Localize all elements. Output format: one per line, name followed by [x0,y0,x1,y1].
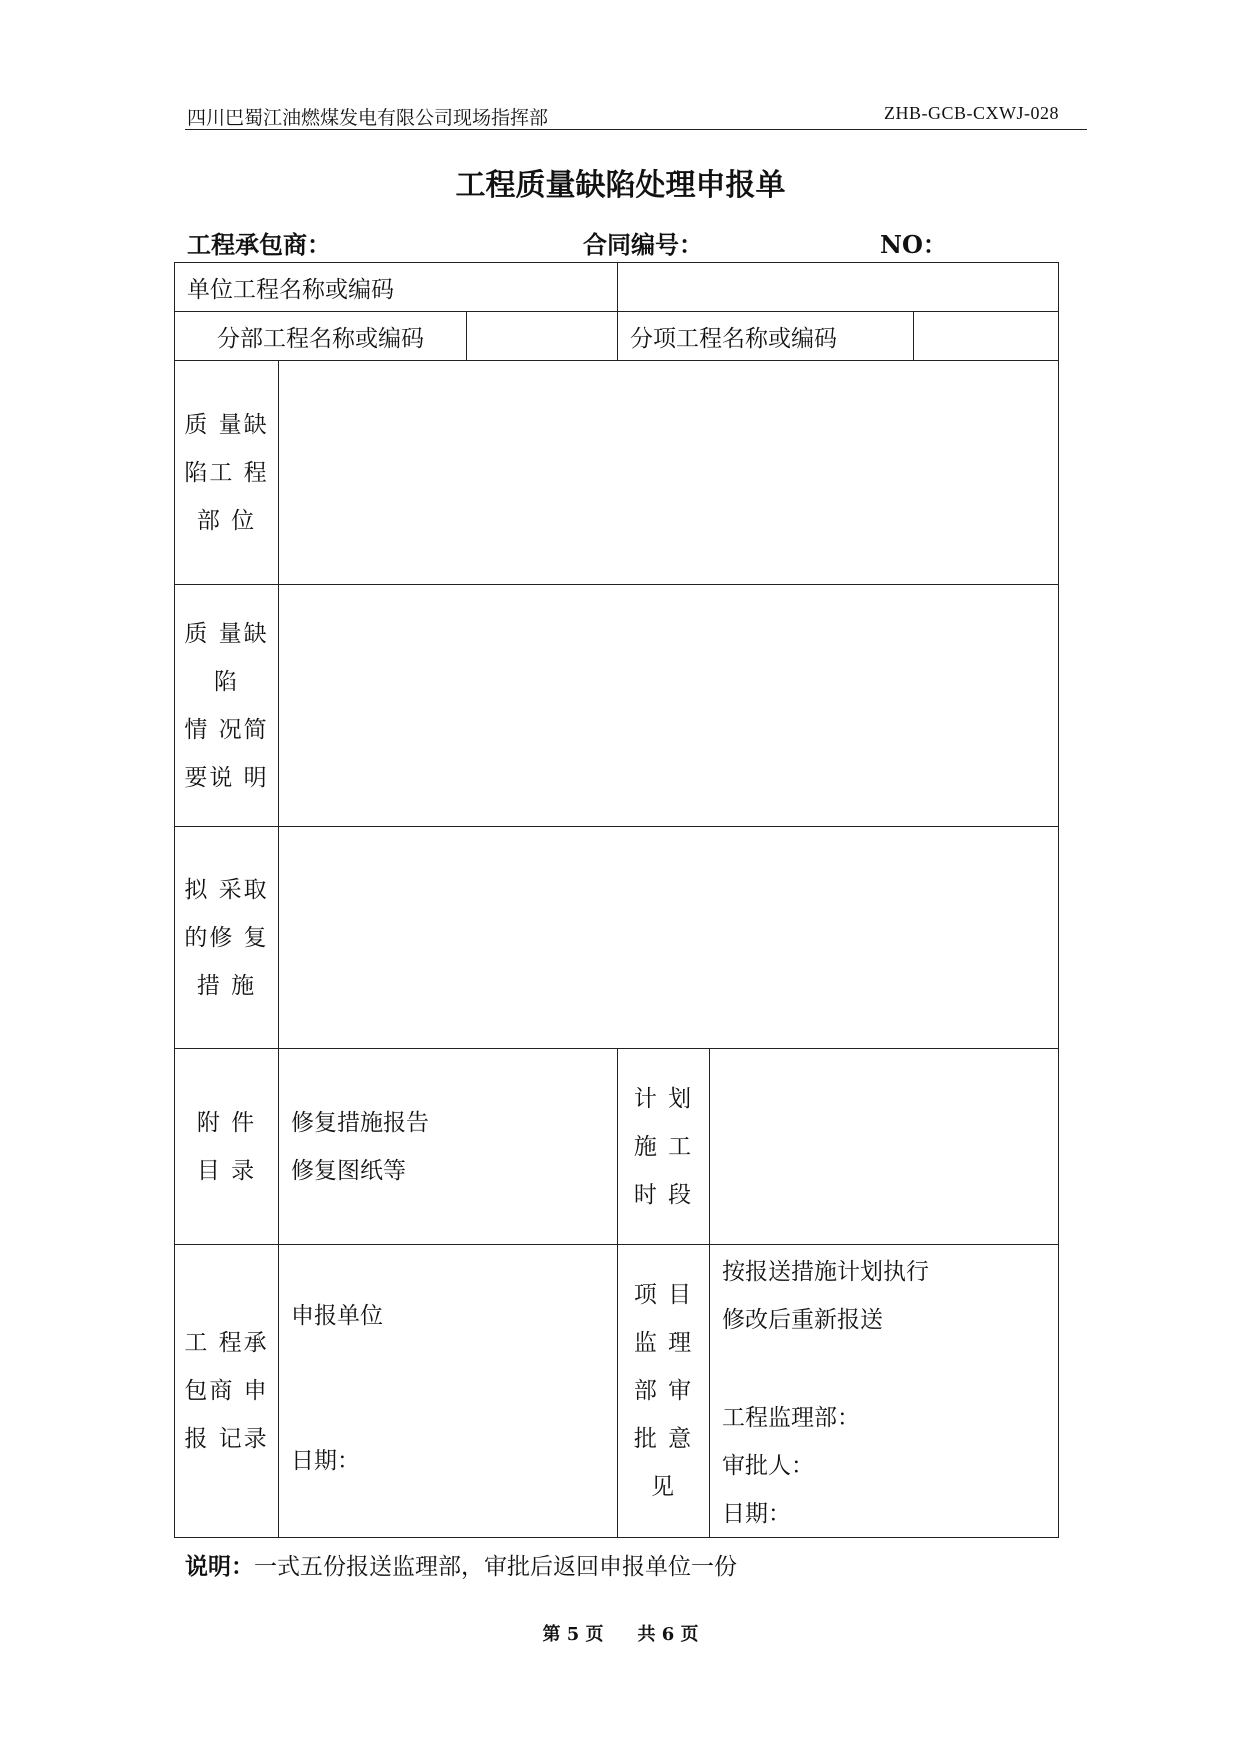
page-total: 共 6 页 [637,1624,699,1645]
contractor-label: 工程承包商： [187,230,331,259]
page-title: 工程质量缺陷处理申报单 [455,168,786,203]
approver-label: 审批人： [722,1453,815,1479]
page-footer [0,1620,1241,1646]
schedule-label: 计 划 施 工 时 段 [618,1049,710,1245]
item-project-label: 分项工程名称或编码 [618,312,914,361]
page-number: 第 5 页 [542,1624,604,1645]
repair-measures-label: 拟 采取 的修 复 措 施 [175,827,279,1049]
supervision-opinion-value[interactable] [710,1245,1059,1538]
header-doc-code: ZHB-GCB-CXWJ-028 [884,103,1059,123]
schedule-value[interactable] [710,1049,1059,1245]
opinion-execute: 按报送措施计划执行 [722,1259,930,1285]
approve-date-label: 日期： [722,1501,792,1527]
note-label: 说明： [185,1553,254,1580]
note [185,1548,737,1581]
sub-project-label: 分部工程名称或编码 [175,312,467,361]
applicant-label: 申报单位 [291,1303,383,1329]
attachments-list [279,1049,618,1245]
contract-no-label: 合同编号： [583,230,703,259]
row-defect-location [175,361,1059,585]
defect-form-table [174,262,1059,1538]
row-unit-project [175,263,1059,312]
row-contractor-record [175,1245,1059,1538]
defect-location-value[interactable] [279,361,1059,585]
attachment-item: 修复措施报告 [291,1109,429,1136]
header-divider [185,129,1087,130]
supervision-dept-label: 工程监理部： [722,1405,861,1431]
contractor-record-label: 工 程承 包商 申 报 记录 [175,1245,279,1538]
unit-project-value[interactable] [618,263,1059,312]
unit-project-label: 单位工程名称或编码 [175,263,618,312]
attachments-label: 附 件 目 录 [175,1049,279,1245]
supervision-opinion-label: 项 目 监 理 部 审 批 意 见 [618,1245,710,1538]
defect-location-label: 质 量缺 陷工 程 部 位 [175,361,279,585]
apply-date-label: 日期： [291,1448,360,1474]
item-project-value[interactable] [914,312,1059,361]
header-org: 四川巴蜀江油燃煤发电有限公司现场指挥部 [187,107,549,129]
row-sub-project [175,312,1059,361]
opinion-resubmit: 修改后重新报送 [722,1307,884,1333]
defect-description-label: 质 量缺 陷 情 况简 要说 明 [175,585,279,827]
row-repair-measures [175,827,1059,1049]
no-label: NO： [880,230,947,259]
row-defect-description [175,585,1059,827]
row-attachments [175,1049,1059,1245]
contractor-record-value[interactable] [279,1245,618,1538]
note-text: 一式五份报送监理部，审批后返回申报单位一份 [254,1554,737,1580]
repair-measures-value[interactable] [279,827,1059,1049]
sub-project-value[interactable] [467,312,618,361]
attachment-item: 修复图纸等 [291,1157,406,1184]
defect-description-value[interactable] [279,585,1059,827]
